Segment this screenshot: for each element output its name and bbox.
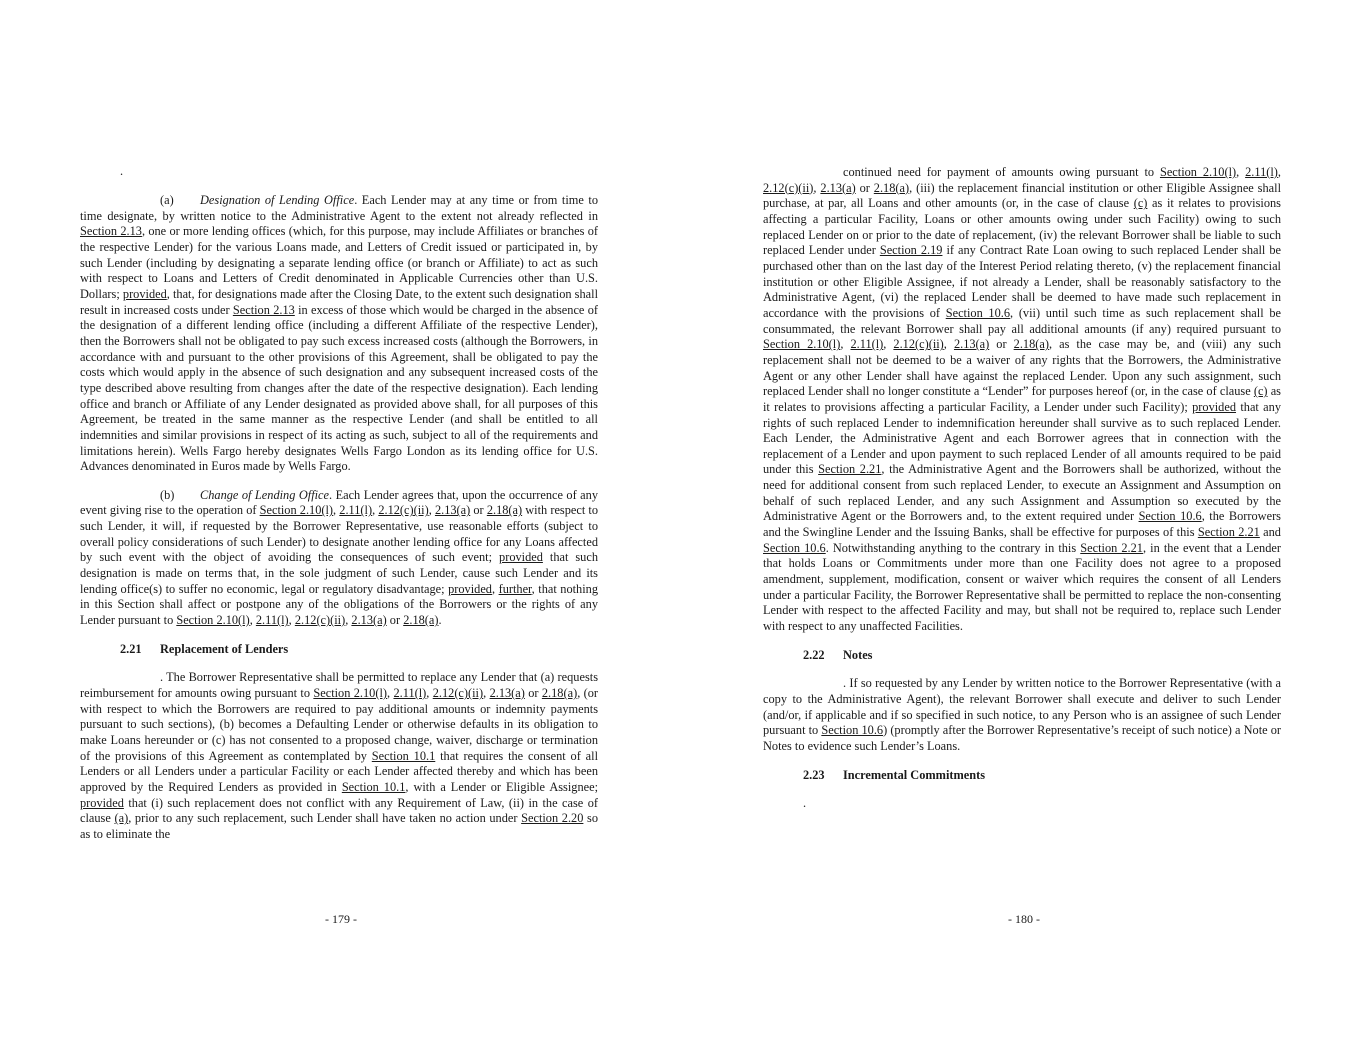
section-heading bbox=[803, 648, 1281, 664]
cross-reference: 2.13(a) bbox=[489, 686, 525, 701]
text-run: , (iii) the replacement financial institution or other Eligible Assignee shall purchase, at par, all Loans and other amounts (or, in the case of clause bbox=[763, 180, 1281, 211]
text-run: , bbox=[372, 503, 379, 518]
cross-reference: Section 2.13 bbox=[232, 302, 295, 317]
page-180 bbox=[683, 0, 1365, 1055]
text-run: , bbox=[426, 686, 433, 701]
cross-reference: Section 2.13 bbox=[80, 224, 142, 239]
text-run: continued need for payment of amounts owing pursuant to bbox=[843, 165, 1160, 179]
section-title: Incremental Commitments bbox=[843, 767, 986, 782]
text-run: , the Administrative Agent and the Borrowers shall be authorized, without the need for additional consent from such replaced Lender, to execute an Assignment and Assumption on behalf of such replaced Lender, and any such Assignment and Assumption so executed by the Administrative Agent or the Borrowers and, to the extent required under bbox=[763, 462, 1281, 524]
cross-reference: Section 10.6 bbox=[945, 305, 1011, 320]
cross-reference: 2.13(a) bbox=[820, 180, 856, 195]
text-run: . The Borrower Representative shall be permitted to replace any Lender that (a) requests reimbursement for amounts owing pursuant to bbox=[80, 670, 598, 701]
text-run: . Each Lender may at any time or from time to time designate, by written notice to the Administrative Agent to the extent not already reflected in bbox=[80, 193, 599, 223]
text-run: and bbox=[1259, 525, 1281, 540]
text-run: ) (promptly after the Borrower Representative’s receipt of such notice) a Note or Notes to evidence such Lender’s Loans. bbox=[763, 723, 1281, 753]
cross-reference: 2.18(a) bbox=[1013, 337, 1049, 352]
cross-reference: 2.13(a) bbox=[953, 337, 990, 352]
cross-reference: Section 10.1 bbox=[371, 748, 436, 763]
text-run: , bbox=[813, 180, 821, 195]
cross-reference: 2.18(a) bbox=[486, 503, 523, 518]
text-run: so as to eliminate the bbox=[80, 811, 598, 841]
text-run: , bbox=[333, 503, 340, 518]
text-run: , bbox=[345, 613, 352, 628]
text-run: that any rights of such replaced Lender to indemnification hereunder shall survive as to such replaced Lender. Each Lender, the Administrative Agent and each Borrower agrees that in connection with the replacement of a Lender and upon payment to such replaced Lender of all amounts required to be paid under this bbox=[763, 399, 1281, 477]
text-run: , (or with respect to which the Borrowers are required to pay additional amounts or indemnity payments pursuant to such sections), (b) becomes a Defaulting Lender or otherwise defaults in its obligation to make Loans hereunder or (c) has not consented to a proposed change, waiver, discharge or termination of the provisions of this Agreement as contemplated by bbox=[80, 686, 599, 763]
cross-reference: 2.18(a) bbox=[873, 180, 910, 195]
text-run: as it relates to provisions affecting a particular Facility, a Lender under such Facility); bbox=[763, 384, 1281, 414]
cross-reference: (c) bbox=[1253, 384, 1268, 399]
page-number: - 179 - bbox=[325, 912, 357, 926]
text-run: , bbox=[288, 613, 295, 628]
cross-reference: 2.13(a) bbox=[351, 613, 387, 628]
cross-reference: 2.11(l) bbox=[393, 686, 427, 701]
section-heading bbox=[120, 642, 598, 658]
cross-reference: 2.18(a) bbox=[541, 686, 578, 701]
clause-label: (a) bbox=[160, 193, 174, 207]
cross-reference: provided bbox=[80, 795, 124, 810]
cross-reference: Section 2.21 bbox=[1080, 540, 1143, 555]
text-run: . Each Lender agrees that, upon the occurrence of any event giving rise to the operation of bbox=[80, 487, 598, 518]
cross-reference: provided bbox=[448, 581, 492, 596]
cross-reference: Section 2.10(l) bbox=[259, 503, 334, 518]
cross-reference: Section 2.21 bbox=[818, 462, 882, 477]
text-run: or bbox=[855, 180, 874, 195]
paragraph bbox=[763, 676, 1281, 754]
clause-title: Change of Lending Office bbox=[200, 487, 330, 502]
cross-reference: 2.11(l) bbox=[1245, 165, 1278, 179]
paragraph bbox=[80, 488, 598, 629]
cross-reference: 2.12(c)(ii) bbox=[432, 686, 484, 701]
page-179 bbox=[0, 0, 682, 1055]
cross-reference: 2.11(l) bbox=[255, 613, 289, 628]
text-run: . bbox=[438, 613, 442, 628]
text-run: , prior to any such replacement, such Lender shall have taken no action under bbox=[128, 811, 522, 826]
text-run: , bbox=[387, 686, 394, 701]
text-run: that requires the consent of all Lenders or all Lenders under a particular Facility or each Lender affected thereby and which has been approved by the Required Lenders as provided in bbox=[80, 748, 599, 794]
text-run: . Notwithstanding anything to the contrary in this bbox=[825, 540, 1081, 555]
cross-reference: Section 10.6 bbox=[763, 540, 826, 555]
cross-reference: 2.13(a) bbox=[434, 503, 471, 518]
text-run: , that, for designations made after the Closing Date, to the extent such designation shall result in increased costs under bbox=[80, 286, 599, 317]
text-run: that (i) such replacement does not conflict with any Requirement of Law, (ii) in the case of clause bbox=[80, 795, 598, 826]
text-run: , bbox=[840, 337, 851, 352]
text-run: or bbox=[524, 686, 542, 701]
text-run: if any Contract Rate Loan owing to such replaced Lender shall be purchased other than on the last day of the Interest Period relating thereto, (v) the replacement financial institution or other Eligible Assignee, if not already a Lender, shall be reasonably satisfactory to the Administrative Agent, (vi) the replaced Lender shall be deemed to have made such replacement in accordance with the provisions of bbox=[763, 243, 1281, 320]
cross-reference: 2.12(c)(ii) bbox=[294, 613, 346, 628]
text-run: , the Borrowers and the Swingline Lender and the Issuing Banks, shall be effective for purposes of this bbox=[763, 509, 1281, 540]
paragraph bbox=[763, 165, 1281, 635]
cross-reference: provided bbox=[122, 286, 167, 301]
text-run: , bbox=[428, 503, 435, 518]
paragraph bbox=[80, 670, 598, 842]
text-run: with respect to such Lender, it will, if requested by the Borrower Representative, use reasonable efforts (subject to overall policy considerations of such Lender) to designate another lending office for any Loans affected by such event with the object of avoiding the consequences of such event; bbox=[80, 503, 599, 565]
cross-reference: Section 2.10(l) bbox=[1159, 165, 1237, 179]
cross-reference: 2.12(c)(ii) bbox=[893, 337, 944, 352]
text-run: . If so requested by any Lender by written notice to the Borrower Representative (with a copy to the Administrative Agent), the relevant Borrower shall execute and deliver to such Lender (and/or, if applicable and if so specified in such notice, to any Person who is an assignee of such Lender pursuant to bbox=[763, 676, 1281, 738]
cross-reference: Section 2.19 bbox=[879, 243, 943, 258]
text-run: , as the case may be, and (viii) any such replacement shall not be deemed to be a waiver of any rights that the Borrowers, the Administrative Agent or any other Lender shall have against the replaced Lender. Upon any such assignment, such replaced Lender shall no longer constitute a “Lender” for purposes hereof (or, in the case of clause bbox=[763, 337, 1282, 399]
cross-reference: Section 10.6 bbox=[821, 723, 884, 738]
section-title: Notes bbox=[843, 647, 873, 662]
section-number: 2.21 bbox=[120, 641, 142, 656]
text-run: , bbox=[491, 581, 499, 596]
text-run: , bbox=[943, 337, 954, 352]
cross-reference: Section 10.1 bbox=[341, 779, 406, 794]
cross-reference: 2.12(c)(ii) bbox=[378, 503, 429, 518]
cross-reference: (c) bbox=[1133, 196, 1148, 211]
section-number: 2.23 bbox=[803, 767, 825, 782]
text-run: , bbox=[483, 686, 490, 701]
cross-reference: Section 2.21 bbox=[1197, 525, 1260, 540]
cross-reference: Section 2.10(l) bbox=[176, 613, 250, 628]
page-body bbox=[80, 164, 598, 856]
clause-title: Designation of Lending Office bbox=[200, 193, 355, 207]
text-run: or bbox=[386, 613, 404, 628]
text-run: , one or more lending offices (which, for this purpose, may include Affiliates or branches of the respective Lender) for the various Loans made, and Letters of Credit issued or participated in, by such Lender (including by designating a separate lending office (or branch or Affiliate) to act as such with respect to Loans and Letters of Credit denominated in Applicable Currencies other than U.S. Dollars; bbox=[80, 224, 598, 301]
text-run: in excess of those which would be charged in the absence of the designation of a different lending office (including a different Affiliate of the respective Lender), then the Borrowers shall not be obligated to pay such excess increased costs (although the Borrowers, in accordance with and pursuant to the other provisions of this Agreement, shall be obligated to pay the costs which would apply in the absence of such designation and any subsequent increased costs of the type described above resulting from changes after the date of the respective designation). Each lending office and branch or Affiliate of any Lender designated as provided above shall, for all purposes of this Agreement, be treated in the same manner as the respective Lender (and shall be entitled to all indemnities and similar provisions in respect of its acting as such, subject to all of the requirements and limitations herein). Wells Fargo hereby designates Wells Fargo London as its lending office for U.S. Advances denominated in Euros made by Wells Fargo. bbox=[80, 302, 598, 474]
cross-reference: further bbox=[498, 581, 532, 596]
text-run: or bbox=[989, 337, 1014, 352]
section-heading bbox=[803, 768, 1281, 784]
text-run: , bbox=[1277, 165, 1281, 179]
text-run: , bbox=[883, 337, 894, 352]
text-run: as it relates to provisions affecting a particular Facility, Loans or other amounts owing under such Facility) owing to such replaced Lender on or prior to the date of replacement, (iv) the relevant Borrower shall be liable to such replaced Lender under bbox=[763, 196, 1281, 258]
paragraph bbox=[80, 193, 598, 475]
clause-label: (b) bbox=[160, 487, 175, 502]
cross-reference: 2.11(l) bbox=[339, 503, 373, 518]
text-run: that such designation is made on terms that, in the sole judgment of such Lender, cause such Lender and its lending office(s) to suffer no economic, legal or regulatory disadvantage; bbox=[80, 550, 599, 596]
text-run: , bbox=[1236, 165, 1246, 179]
section-number: 2.22 bbox=[803, 647, 825, 662]
cross-reference: 2.18(a) bbox=[403, 613, 439, 628]
paragraph-dot: . bbox=[803, 796, 807, 811]
cross-reference: 2.12(c)(ii) bbox=[763, 180, 814, 195]
cross-reference: 2.11(l) bbox=[850, 337, 884, 352]
paragraph-dot: . bbox=[120, 164, 124, 178]
cross-reference: Section 10.6 bbox=[1138, 509, 1202, 524]
cross-reference: Section 2.10(l) bbox=[763, 337, 841, 352]
text-run: , bbox=[249, 613, 256, 628]
cross-reference: provided bbox=[1192, 399, 1237, 414]
page-number: - 180 - bbox=[1008, 912, 1040, 926]
text-run: or bbox=[470, 503, 487, 518]
text-run: , that nothing in this Section shall affect or postpone any of the obligations of the Borrowers or the rights of any Lender pursuant to bbox=[80, 581, 598, 628]
cross-reference: Section 2.20 bbox=[521, 811, 584, 826]
text-run: , with a Lender or Eligible Assignee; bbox=[405, 779, 598, 794]
cross-reference: (a) bbox=[114, 811, 129, 826]
page-body bbox=[763, 165, 1281, 825]
cross-reference: provided bbox=[499, 550, 543, 565]
text-run: , (vii) until such time as such replacement shall be consummated, the relevant Borrower shall pay all additional amounts (if any) required pursuant to bbox=[763, 305, 1281, 336]
cross-reference: Section 2.10(l) bbox=[313, 686, 388, 701]
section-title: Replacement of Lenders bbox=[160, 641, 289, 656]
text-run: , in the event that a Lender that holds Loans or Commitments under more than one Facility does not agree to a proposed amendment, supplement, modification, consent or waiver which requires the consent of all Lenders under a particular Facility, the Borrower Representative shall be permitted to replace the non-consenting Lender with respect to the affected Facility and may, but shall not be required to, replace such Lender with respect to any unaffected Facilities. bbox=[763, 540, 1281, 634]
